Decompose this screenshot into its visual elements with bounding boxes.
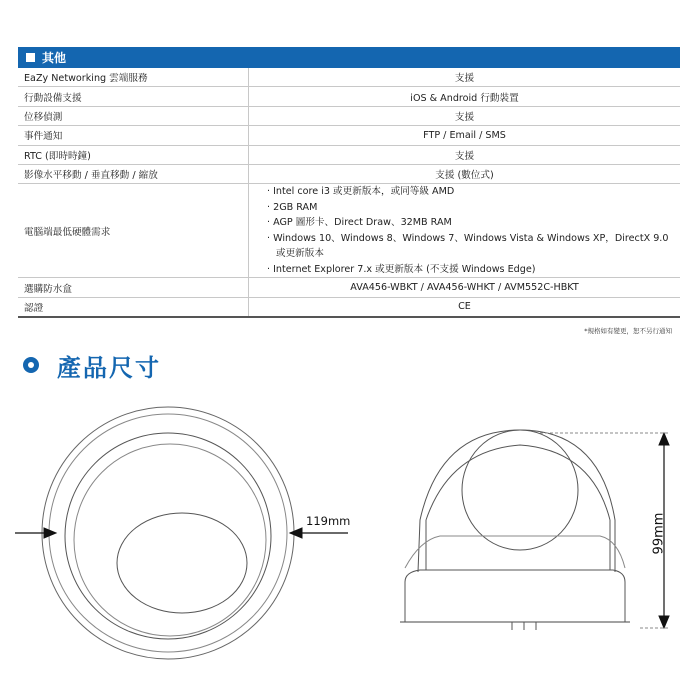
requirement-item: · Internet Explorer 7.x 或更新版本 (不支援 Windows Edge) bbox=[267, 263, 536, 275]
spec-label: 行動設備支援 bbox=[18, 87, 249, 106]
spec-table bbox=[18, 68, 680, 318]
requirement-item: · Windows 10、Windows 8、Windows 7、Windows Vista & Windows XP，DirectX 9.0 或更新版本 bbox=[267, 232, 669, 260]
spec-label: 位移偵測 bbox=[18, 106, 249, 125]
spec-value: CE bbox=[249, 297, 681, 317]
table-row bbox=[18, 164, 680, 183]
spec-value: iOS & Android 行動裝置 bbox=[249, 87, 681, 106]
square-bullet-icon bbox=[26, 53, 35, 62]
spec-label: 事件通知 bbox=[18, 126, 249, 145]
dimension-drawing bbox=[0, 390, 700, 690]
table-row bbox=[18, 68, 680, 87]
section-header-other bbox=[18, 47, 680, 68]
front-view-drawing bbox=[42, 407, 294, 659]
spec-value: 支援 (數位式) bbox=[249, 164, 681, 183]
spec-value: 支援 bbox=[249, 145, 681, 164]
requirements-list bbox=[249, 184, 681, 278]
circle-bullet-icon bbox=[23, 357, 39, 373]
table-row bbox=[18, 278, 680, 297]
width-label: 119mm bbox=[306, 514, 351, 528]
table-row bbox=[18, 126, 680, 145]
spec-label: 影像水平移動 / 垂直移動 / 縮放 bbox=[18, 164, 249, 183]
disclaimer-note: *規格如有變更，恕不另行通知 bbox=[584, 327, 672, 335]
spec-label: 選購防水盒 bbox=[18, 278, 249, 297]
spec-value: 支援 bbox=[249, 106, 681, 125]
table-row bbox=[18, 297, 680, 317]
spec-value: FTP / Email / SMS bbox=[249, 126, 681, 145]
table-row bbox=[18, 106, 680, 125]
spec-label: EaZy Networking 雲端服務 bbox=[18, 68, 249, 87]
section-header-title: 其他 bbox=[42, 51, 67, 65]
dimensions-title: 產品尺寸 bbox=[57, 353, 161, 382]
height-label: 99mm bbox=[651, 512, 667, 555]
table-row bbox=[18, 145, 680, 164]
spec-value: 支援 bbox=[249, 68, 681, 87]
side-view-drawing bbox=[400, 430, 630, 630]
height-dimension bbox=[540, 433, 669, 628]
requirement-item: · 2GB RAM bbox=[267, 201, 318, 213]
spec-label: 認證 bbox=[18, 297, 249, 317]
dimensions-heading bbox=[23, 350, 161, 380]
requirement-item: · AGP 圖形卡、Direct Draw、32MB RAM bbox=[267, 217, 452, 229]
requirement-item: · Intel core i3 或更新版本，或同等級 AMD bbox=[267, 186, 455, 198]
spec-label: 電腦端最低硬體需求 bbox=[18, 184, 249, 278]
table-row-requirements bbox=[18, 184, 680, 278]
spec-label: RTC (即時時鐘) bbox=[18, 145, 249, 164]
table-row bbox=[18, 87, 680, 106]
spec-value: AVA456-WBKT / AVA456-WHKT / AVM552C-HBKT bbox=[249, 278, 681, 297]
